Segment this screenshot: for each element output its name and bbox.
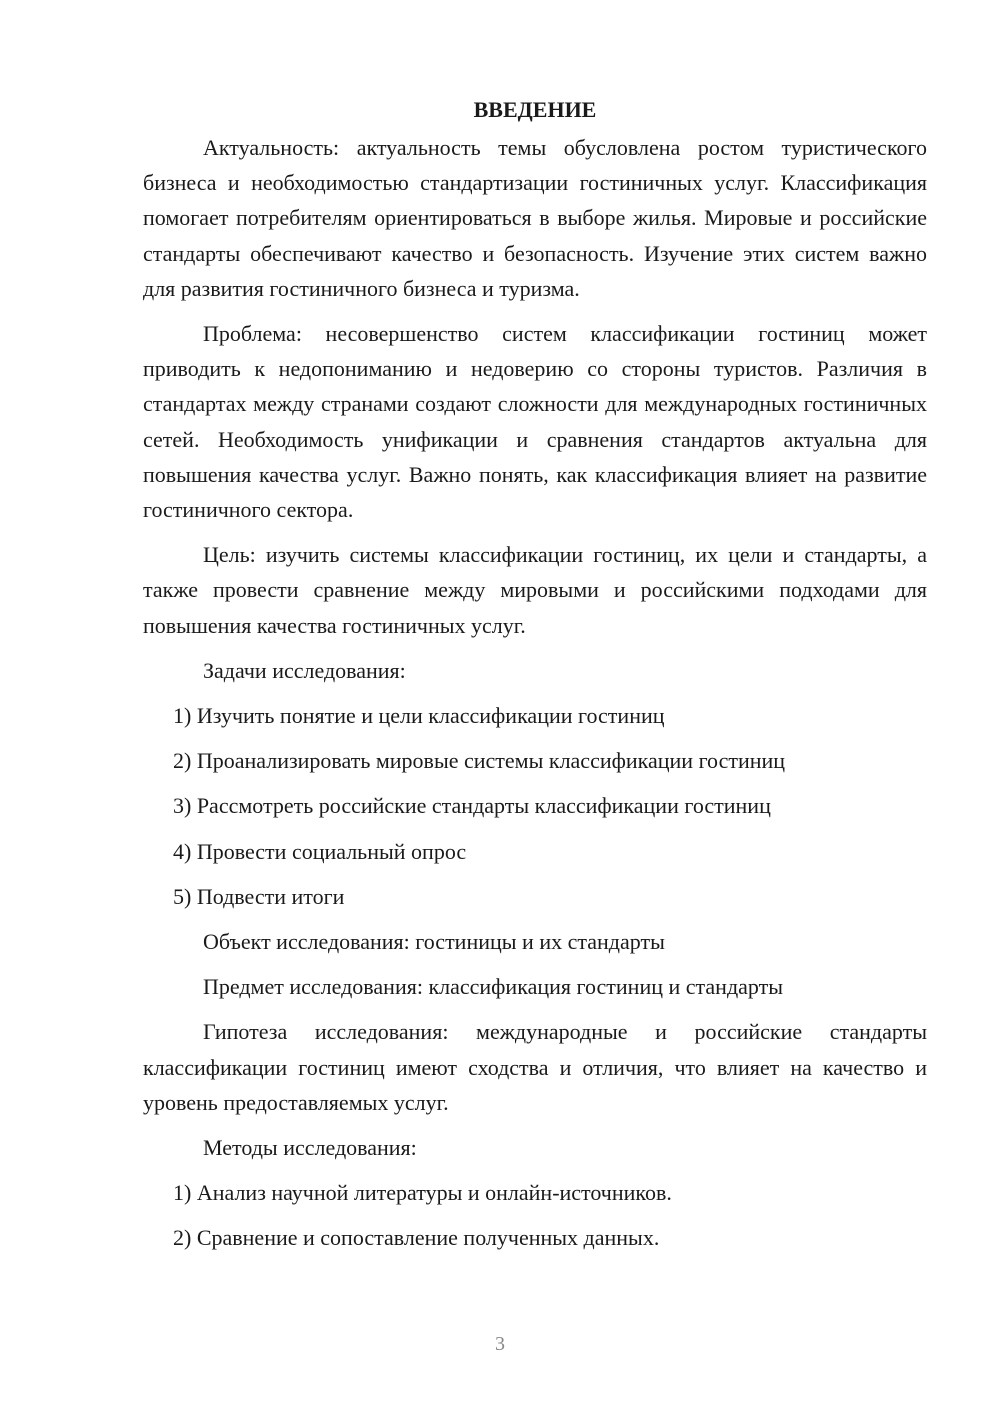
subject-paragraph: Предмет исследования: классификация гостиниц и стандарты [203,974,784,1000]
task-item: 3) Рассмотреть российские стандарты классификации гостиниц [173,793,771,819]
method-item: 2) Сравнение и сопоставление полученных данных. [173,1225,660,1251]
task-item: 1) Изучить понятие и цели классификации гостиниц [173,703,665,729]
methods-heading: Методы исследования: [203,1135,417,1161]
method-item: 1) Анализ научной литературы и онлайн-источников. [173,1180,672,1206]
problem-paragraph: Проблема: несовершенство систем классификации гостиниц может приводить к недопониманию и недоверию со стороны туристов. Различия в стандартах между странами создают сложности для международных гостиничных сетей. Необходимость унификации и сравнения стандартов актуальна для повышения качества услуг. Важно понять, как классификация влияет на развитие гостиничного сектора. [143,321,927,523]
task-item: 2) Проанализировать мировые системы классификации гостиниц [173,748,786,774]
page-title: ВВЕДЕНИЕ [473,97,597,122]
hypothesis-paragraph: Гипотеза исследования: международные и российские стандарты классификации гостиниц имеют сходства и отличия, что влияет на качество и уровень предоставляемых услуг. [143,1019,927,1115]
tasks-heading: Задачи исследования: [203,657,406,683]
relevance-paragraph: Актуальность: актуальность темы обусловлена ростом туристического бизнеса и необходимостью стандартизации гостиничных услуг. Классификация помогает потребителям ориентироваться в выборе жилья. Мировые и российские стандарты обеспечивают качество и безопасность. Изучение этих систем важно для развития гостиничного бизнеса и туризма. [143,135,927,301]
task-item: 4) Провести социальный опрос [173,838,467,864]
task-item: 5) Подвести итоги [173,883,345,909]
page-number: 3 [495,1333,505,1355]
object-paragraph: Объект исследования: гостиницы и их стандарты [203,929,665,955]
document-body [143,92,927,1266]
goal-paragraph: Цель: изучить системы классификации гостиниц, их цели и стандарты, а также провести сравнение между мировыми и российскими подходами для повышения качества гостиничных услуг. [143,542,927,638]
